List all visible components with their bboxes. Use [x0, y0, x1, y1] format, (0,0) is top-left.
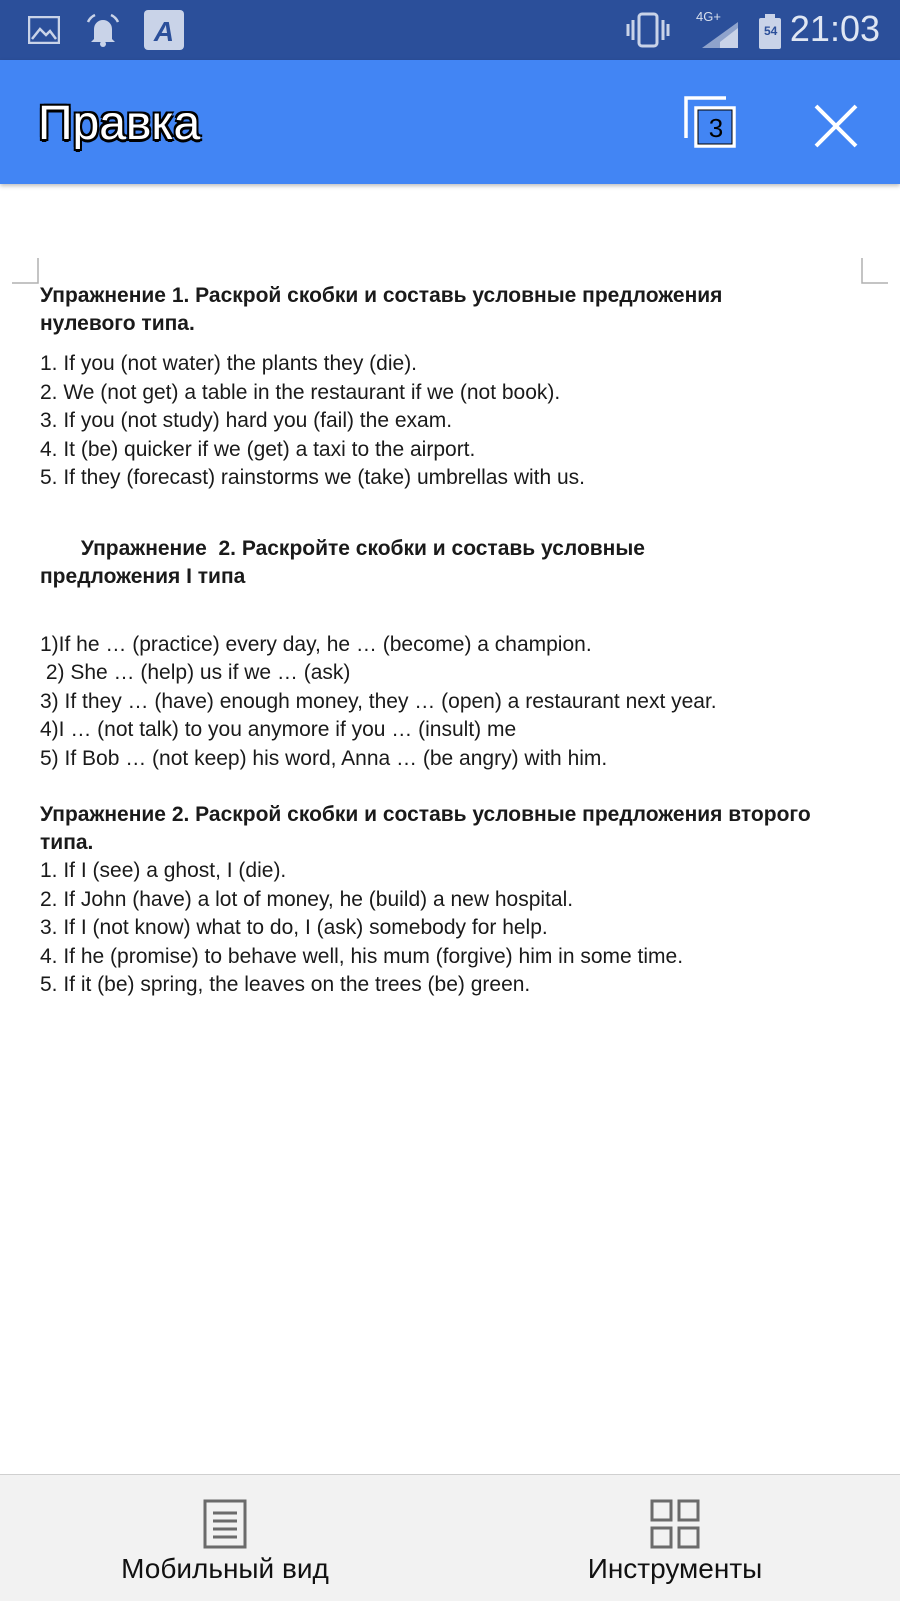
crop-mark-right [860, 258, 890, 284]
signal-icon [700, 22, 740, 48]
status-bar [0, 0, 900, 60]
exercise-item: 2) She … (help) us if we … (ask) [40, 661, 351, 684]
close-button[interactable] [808, 98, 864, 154]
gallery-icon [28, 16, 60, 44]
close-icon [808, 98, 864, 154]
exercise-item: 1. If I (see) a ghost, I (die). [40, 859, 287, 882]
exercise-item: 2. We (not get) a table in the restaurant if we (not book). [40, 380, 561, 404]
exercise-item: 3. If I (not know) what to do, I (ask) somebody for help. [40, 916, 548, 939]
exercise-item: 5) If Bob … (not keep) his word, Anna … (be angry) with him. [40, 746, 608, 770]
exercise-item: 5. If they (forecast) rainstorms we (take) umbrellas with us. [40, 466, 586, 489]
app-notification-icon [144, 10, 184, 50]
alarm-icon [84, 12, 122, 48]
svg-text:A: A [153, 16, 175, 47]
exercise-section [40, 282, 870, 493]
page-title: Правка [38, 97, 201, 150]
network-type: 4G+ [696, 9, 721, 24]
crop-mark-left [12, 258, 42, 284]
exercise-section [40, 507, 870, 774]
battery-level: 54 [764, 24, 778, 38]
tools-button[interactable] [525, 1475, 825, 1601]
bottom-toolbar [0, 1474, 900, 1601]
exercise-item: 4. If he (promise) to behave well, his mum (forgive) him in some time. [40, 944, 684, 968]
mobile-view-button[interactable] [75, 1475, 375, 1601]
exercise-item: 3) If they … (have) enough money, they … (open) a restaurant next year. [40, 689, 717, 713]
clock: 21:03 [789, 8, 880, 49]
exercise-item: 3. If you (not study) hard you (fail) the exam. [40, 409, 453, 432]
document-body [40, 282, 870, 1000]
exercise-item: 1)If he … (practice) every day, he … (become) a champion. [40, 632, 592, 656]
exercise-section [40, 801, 870, 1000]
tabs-count: 3 [708, 113, 724, 143]
tools-label: Инструменты [587, 1553, 763, 1584]
vibrate-icon [626, 12, 670, 48]
exercise-item: 4. It (be) quicker if we (get) a taxi to the airport. [40, 437, 476, 461]
exercise-item: 2. If John (have) a lot of money, he (build) a new hospital. [40, 887, 574, 911]
exercise-heading: Упражнение 2. Раскройте скобки и составь условные предложения I типа [40, 536, 645, 588]
exercise-item: 1. If you (not water) the plants they (die). [40, 352, 418, 375]
exercise-item: 5. If it (be) spring, the leaves on the trees (be) green. [40, 973, 531, 996]
exercise-heading: Упражнение 1. Раскрой скобки и составь условные предложения нулевого типа. [40, 284, 723, 335]
document-icon [203, 1499, 247, 1549]
exercise-item: 4)I … (not talk) to you anymore if you … (insult) me [40, 718, 517, 741]
mobile-view-label: Мобильный вид [121, 1553, 329, 1584]
grid-icon [650, 1499, 700, 1549]
exercise-heading: Упражнение 2. Раскрой скобки и составь условные предложения второго типа. [40, 803, 811, 854]
app-bar [0, 60, 900, 184]
